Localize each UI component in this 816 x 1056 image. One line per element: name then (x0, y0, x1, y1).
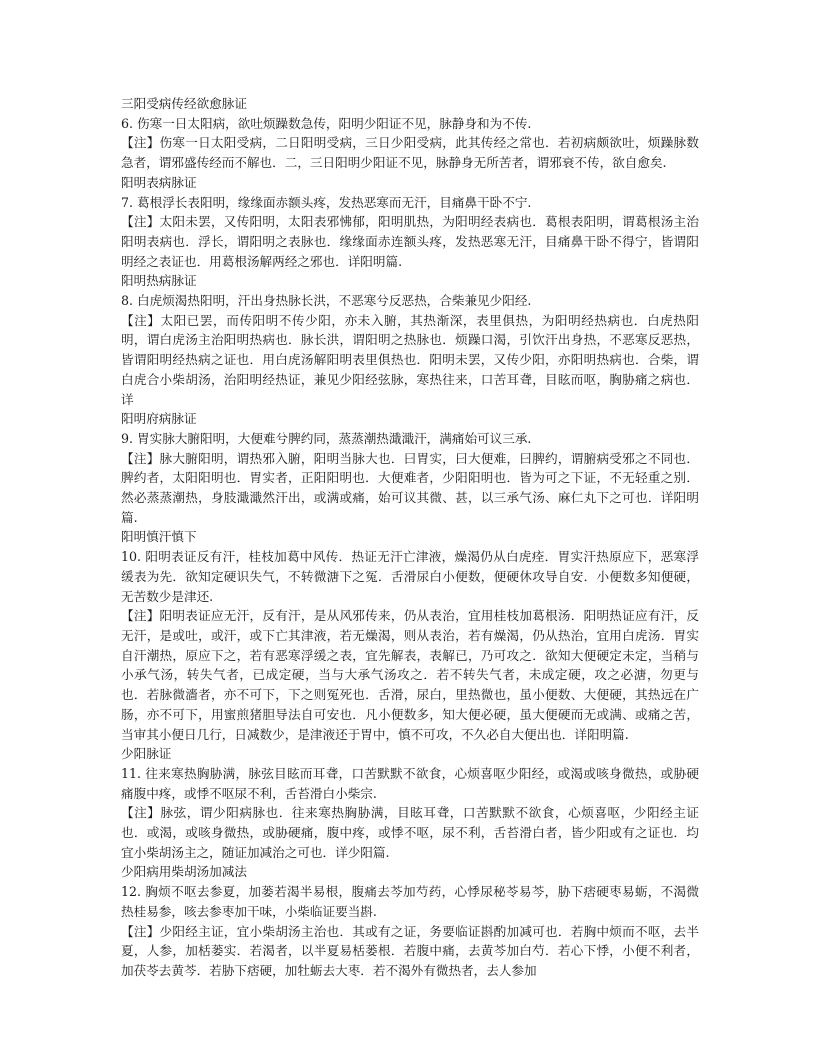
verse-10: 10. 阳明表证反有汗，桂枝加葛中风传．热证无汗亡津液，燥渴仍从白虎痊．胃实汗热原应下，恶寒浮缓表为先．欲知定硬识失气，不转微溏下之冤．舌滑尿白小便数，便硬休攻导自安．小便数多知便硬，无苦数少是津还. (121, 549, 699, 604)
verse-6: 6. 伤寒一日太阳病，欲吐烦躁数急传，阳明少阳证不见，脉静身和为不传. (121, 115, 532, 131)
verse-12: 12. 胸烦不呕去参夏，加蒌若渴半易根，腹痛去芩加芍药，心悸尿秘苓易芩，胁下痞硬枣易蛎，不渴微热桂易参，咳去参枣加干味，小柴临证要当斟. (121, 884, 699, 919)
verse-9: 9. 胃实脉大腑阳明，大便难兮脾约同，蒸蒸潮热濈濈汗，满痛始可议三承. (121, 430, 532, 446)
section-title-sanyang: 三阳受病传经欲愈脉证 (121, 96, 247, 111)
note-12: 【注】少阳经主证，宜小柴胡汤主治也．其或有之证，务要临证斟酌加减可也．若胸中烦而不呕，去半夏，人参，加栝蒌实．若渴者，以半夏易栝蒌根．若腹中痛，去黄芩加白芍．若心下悸，小便不利者，加茯苓去黄芩．若胁下痞硬，加牡蛎去大枣．若不渴外有微热者，去人参加 (121, 923, 699, 978)
note-11: 【注】脉弦，谓少阳病脉也．往来寒热胸胁满，目眩耳聋，口苦默默不欲食，心烦喜呕，少阳经主证也．或渴，或咳身微热，或胁硬痛，腹中疼，或悸不呕，尿不利，舌苔滑白者，皆少阳或有之证也．均宜小柴胡汤主之，随证加减治之可也．详少阳篇. (121, 805, 699, 860)
section-title-yangming-biao: 阳明表病脉证 (121, 174, 197, 190)
section-title-yangming-re: 阳明热病脉证 (121, 273, 197, 289)
section-title-chaihu-jiajian: 少阳病用柴胡汤加减法 (121, 864, 247, 880)
note-10: 【注】阳明表证应无汗，反有汗，是从风邪传来，仍从表治，宜用桂枝加葛根汤．阳明热证应有汗，反无汗，是或吐，或汗，或下亡其津液，若无燥渴，则从表治，若有燥渴，仍从热治，宜用白虎汤．胃实自汗潮热，原应下之，若有恶寒浮缓之表，宜先解表，表解已，乃可攻之．欲知大便硬定未定，当稍与小承气汤，转失气者，已成定硬，当与大承气汤攻之．若不转失气者，未成定硬，攻之必溏，勿更与也．若脉微濇者，亦不可下，下之则冤死也．舌滑，尿白，里热微也，虽小便数、大便硬，其热远在广肠，亦不可下，用蜜煎猪胆导法自可安也．凡小便数多，知大便必硬，虽大便硬而无或满、或痛之苦，当审其小便日几行，日减数少，是津液还于胃中，慎不可攻，不久必自大便出也．详阳明篇. (121, 608, 699, 742)
section-title-yangming-fu: 阳明府病脉证 (121, 411, 197, 427)
note-7: 【注】太阳未罢，又传阳明，太阳表邪怫郁，阳明肌热，为阳明经表病也．葛根表阳明，谓葛根汤主治阳明表病也．浮长，谓阳明之表脉也．缘缘面赤连额头疼，发热恶寒无汗，目痛鼻干卧不得宁，皆谓阳明经之表证也．用葛根汤解两经之邪也．详阳明篇. (121, 214, 699, 269)
document-page (121, 94, 699, 981)
note-6: 【注】伤寒一日太阳受病，二日阳明受病，三日少阳受病，此其传经之常也．若初病颇欲吐，烦躁脉数急者，谓邪盛传经而不解也．二，三日阳明少阳证不见，脉静身无所苦者，谓邪衰不传，欲自愈矣. (121, 135, 699, 171)
section-title-yangming-shenhan: 阳明慎汗慎下 (121, 529, 197, 545)
verse-7: 7. 葛根浮长表阳明，缘缘面赤额头疼，发热恶寒而无汗，目痛鼻干卧不宁. (121, 194, 532, 210)
verse-11: 11. 往来寒热胸胁满，脉弦目眩而耳聋，口苦默默不欲食，心烦喜呕少阳经，或渴或咳身微热，或胁硬痛腹中疼，或悸不呕尿不利，舌苔滑白小柴宗. (121, 765, 699, 801)
note-9: 【注】脉大腑阳明，谓热邪入腑，阳明当脉大也．曰胃实，曰大便难，曰脾约，谓腑病受邪之不同也．脾约者，太阳阳明也．胃实者，正阳阳明也．大便难者，少阳阳明也．皆为可之下证，不无轻重之别．然必蒸蒸潮热，身肢濈濈然汗出，或满或痛，始可议其微、甚，以三承气汤、麻仁丸下之可也．详阳明篇. (121, 450, 699, 525)
verse-8: 8. 白虎烦渴热阳明，汗出身热脉长洪，不恶寒兮反恶热，合柴兼见少阳经. (121, 293, 532, 309)
section-title-shaoyang: 少阳脉证 (121, 746, 172, 762)
note-8: 【注】太阳已罢，而传阳明不传少阳，亦未入腑，其热渐深，表里俱热，为阳明经热病也．白虎热阳明，谓白虎汤主治阳明热病也．脉长洪，谓阳明之热脉也．烦躁口渴，引饮汗出身热，不恶寒反恶热，皆谓阳明经热病之证也．用白虎汤解阳明表里俱热也．阳明未罢，又传少阳，亦阳明热病也．合柴，谓白虎合小柴胡汤，治阳明经热证，兼见少阳经弦脉，寒热往来，口苦耳聋，目眩而呕，胸胁痛之病也．详 (121, 312, 699, 407)
